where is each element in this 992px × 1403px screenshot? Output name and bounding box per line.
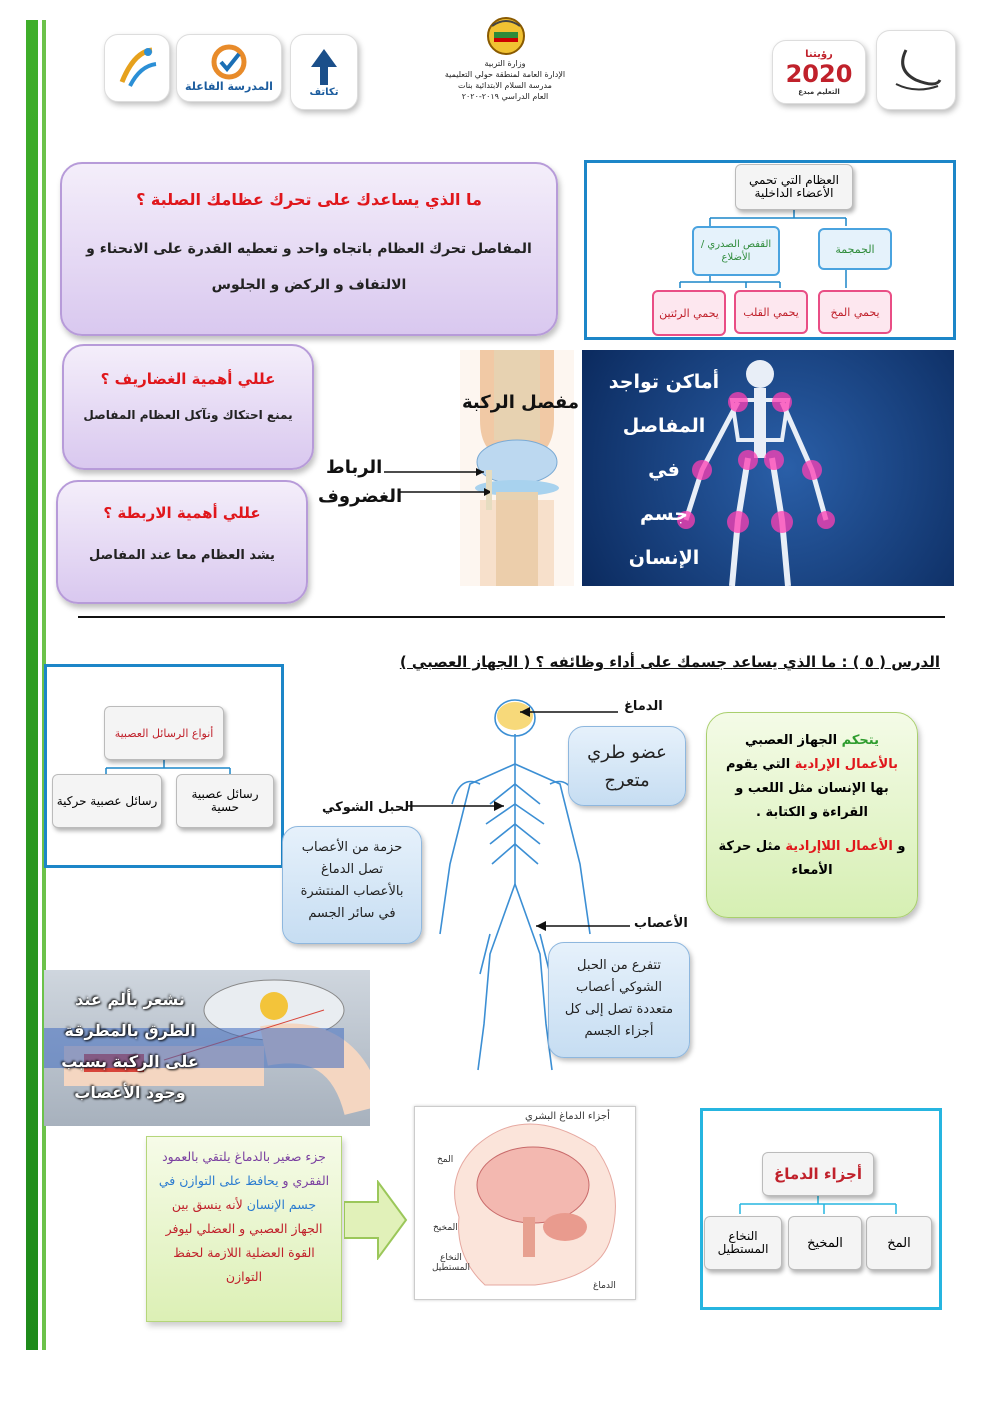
emblem-icon: [478, 14, 534, 58]
ligaments-label: الرباط: [326, 457, 383, 478]
messages-tree-lines: [44, 664, 284, 864]
control-text: و: [892, 839, 906, 854]
soft-organ-box: عضو طري متعرج: [568, 726, 686, 806]
protect-brain-node: يحمي المخ: [818, 290, 892, 334]
brain-figure-title: أجزاء الدماغ البشري: [525, 1111, 610, 1122]
left-green-bar: [26, 20, 38, 1350]
control-box: [706, 712, 918, 918]
brain-parts-figure: [414, 1106, 636, 1300]
control-text: الجهاز العصبي: [745, 733, 842, 748]
involuntary-text: الأعمال اللاإرادية: [785, 839, 893, 854]
balance-text: يحافظ على التوازن: [179, 1173, 279, 1188]
reflex-caption-line: وجود الأعصاب: [74, 1083, 186, 1102]
chest-node: القفص الصدري / الأضلاع: [692, 226, 780, 276]
joints-caption-line: جسم الإنسان: [628, 503, 700, 569]
ministry-line: وزارة التربية: [484, 59, 526, 68]
ministry-line: مدرسة السلام الابتدائية بنات: [458, 81, 552, 90]
section-divider: [78, 616, 945, 618]
bones-answer: المفاصل تحرك العظام باتجاه واحد و تعطيه القدرة على الانحناء و الالتفاف و الركض و الجلوس: [86, 241, 532, 293]
ministry-emblem: [478, 14, 534, 58]
protect-heart-node: يحمي القلب: [734, 290, 808, 334]
joints-caption-line: أماكن تواجد: [608, 371, 720, 393]
control-text: مثل حركة الأمعاء: [718, 839, 833, 878]
messages-root: أنواع الرسائل العصبية: [104, 706, 224, 760]
cerebellum-text: في جسم الإنسان: [158, 1173, 317, 1212]
nerves-desc: تتفرع من الحبل الشوكي أعصاب متعددة تصل إلى كل أجزاء الجسم: [548, 942, 690, 1058]
cerebellum-text: جزء صغير: [274, 1149, 326, 1164]
sensory-messages-node: رسائل عصبية حسية: [176, 774, 274, 828]
brain-tag: الدماغ: [593, 1281, 616, 1291]
cartilage-label: الغضروف: [318, 486, 403, 507]
ligaments-question: عللي أهمية الاربطة ؟: [103, 504, 261, 522]
reflex-caption: [60, 984, 200, 1108]
medulla-node: النخاع المستطيل: [704, 1216, 782, 1270]
control-paragraph-2: [717, 835, 907, 883]
cerebellum-box: [146, 1136, 342, 1322]
cartilage-question: عللي أهمية الغضاريف ؟: [100, 370, 276, 388]
medulla-tag: النخاع المستطيل: [431, 1253, 471, 1273]
reflex-caption-line: على الركبة بسبب: [61, 1052, 199, 1071]
vision-2020-logo: [772, 40, 866, 104]
knee-arrows: [380, 462, 490, 502]
spinal-cord-desc: حزمة من الأعصاب تصل الدماغ بالأعصاب المنتشرة في سائر الجسم: [282, 826, 422, 944]
cerebrum-node: المخ: [866, 1216, 932, 1270]
runner-icon: [112, 42, 162, 94]
reflex-caption-line: نشعر بألم عند: [75, 990, 185, 1009]
bones-question: ما الذي يساعدك على تحرك عظامك الصلبة ؟: [136, 190, 482, 209]
ministry-line: الإدارة العامة لمنطقة حولي التعليمية: [444, 70, 566, 79]
cartilage-card: [62, 344, 314, 470]
cerebellum-text: بالدماغ يلتقي بالعمود الفقري و: [162, 1149, 330, 1188]
vision-sub: التعليم مبدع: [798, 87, 840, 96]
takatuf-logo: [290, 34, 358, 110]
knee-joint-label: مفصل الركبة: [462, 392, 580, 413]
ministry-line: العام الدراسي ٢٠١٩-٢٠٢٠: [461, 92, 549, 101]
skull-node: الجمجمة: [818, 228, 892, 270]
check-circle-icon: [209, 44, 249, 80]
ligaments-card: [56, 480, 308, 604]
cerebrum-tag: المخ: [437, 1155, 454, 1165]
effective-school-logo: [176, 34, 282, 102]
nerves-label: الأعصاب: [634, 916, 688, 931]
spinal-cord-label: الحبل الشوكي: [322, 800, 414, 815]
takatuf-text: تكاتف: [309, 86, 339, 98]
lesson-title: الدرس ( ٥ ) : ما الذي يساعد جسمك على أداء وظائفه ؟ ( الجهاز العصبي ): [399, 653, 940, 671]
reflex-caption-line: الطرق بالمطرقة: [64, 1021, 196, 1040]
brain-label: الدماغ: [624, 699, 663, 714]
vision-year: 2020: [785, 59, 853, 88]
coordination-text: لأنه ينسق بين الجهاز العصبي و العضلي: [171, 1197, 323, 1236]
joints-caption-line: المفاصل في: [622, 415, 706, 481]
school-logo: [876, 30, 956, 110]
cartilage-answer: يمنع احتكاك وتآكل العظام المفاصل: [83, 408, 293, 422]
bones-movement-card: [60, 162, 558, 336]
brain-tree-lines: [700, 1108, 940, 1308]
voluntary-text: بالأعمال الإرادية: [794, 757, 898, 772]
arrow-up-icon: [307, 47, 341, 87]
vision-text: رؤيتنا: [805, 48, 833, 60]
brain-tree-root: أجزاء الدماغ: [762, 1152, 874, 1196]
sports-logo: [104, 34, 170, 102]
control-paragraph-1: [717, 729, 907, 825]
effective-school-text: المدرسة الفاعلة: [185, 79, 273, 93]
cerebellum-node: المخيخ: [788, 1216, 862, 1270]
cerebellum-text: ليوفر القوة العضلية اللازمة لحفظ التوازن: [165, 1221, 315, 1284]
swan-icon: [886, 40, 946, 100]
bones-tree-root: العظام التي تحمي الأعضاء الداخلية: [735, 164, 853, 210]
protect-lungs-node: يحمي الرئتين: [652, 290, 726, 336]
ligaments-answer: يشد العظام معا عند المفاصل: [89, 548, 275, 563]
cerebellum-tag: المخيخ: [433, 1223, 458, 1233]
control-word: يتحكم: [841, 733, 879, 748]
motor-messages-node: رسائل عصبية حركية: [52, 774, 162, 828]
arrow-right-icon: [344, 1180, 408, 1260]
ministry-header: [430, 58, 580, 102]
joints-caption: [604, 360, 724, 580]
control-text: التي يقوم بها الإنسان مثل اللعب و القراءة و الكتابة .: [725, 757, 889, 820]
